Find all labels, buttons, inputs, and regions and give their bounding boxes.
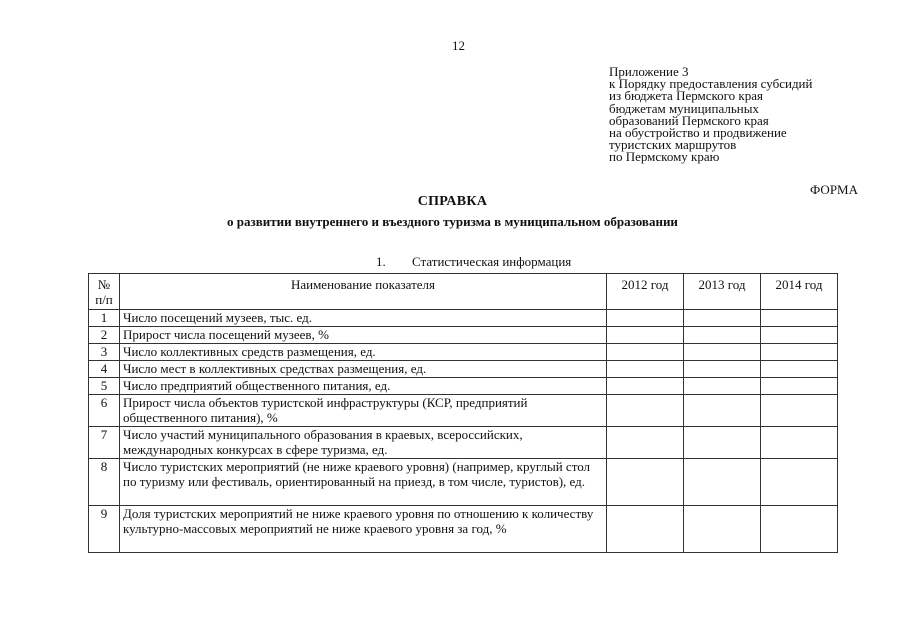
value-cell[interactable]: [761, 459, 838, 506]
value-cell[interactable]: [607, 344, 684, 361]
header-number-line: №: [97, 277, 111, 292]
value-cell[interactable]: [684, 506, 761, 553]
header-year: 2013 год: [684, 274, 761, 310]
value-cell[interactable]: [684, 378, 761, 395]
document-title: СПРАВКА: [417, 194, 488, 209]
header-number-line: п/п: [95, 292, 113, 307]
appendix-line: туристских маршрутов: [609, 137, 737, 153]
value-cell[interactable]: [761, 344, 838, 361]
section-heading: [376, 254, 571, 270]
table-row: [89, 506, 838, 553]
appendix-line: из бюджета Пермского края: [609, 88, 764, 104]
value-cell[interactable]: [684, 395, 761, 427]
table-row: [89, 310, 838, 327]
row-indicator-name: Число мест в коллективных средствах размещения, ед.: [120, 361, 607, 378]
statistics-table: [88, 273, 838, 553]
header-year: 2012 год: [607, 274, 684, 310]
value-cell[interactable]: [607, 427, 684, 459]
appendix-line: по Пермскому краю: [609, 149, 720, 165]
value-cell[interactable]: [761, 361, 838, 378]
row-indicator-name: Число коллективных средств размещения, ед.: [120, 344, 607, 361]
row-number: 8: [89, 459, 120, 506]
row-indicator-name: Прирост числа посещений музеев, %: [120, 327, 607, 344]
table-row: [89, 427, 838, 459]
appendix-block: [609, 66, 812, 164]
value-cell[interactable]: [761, 327, 838, 344]
table-row: [89, 361, 838, 378]
value-cell[interactable]: [607, 395, 684, 427]
table-row: [89, 327, 838, 344]
value-cell[interactable]: [607, 310, 684, 327]
value-cell[interactable]: [684, 310, 761, 327]
row-number: 7: [89, 427, 120, 459]
value-cell[interactable]: [684, 427, 761, 459]
value-cell[interactable]: [607, 327, 684, 344]
value-cell[interactable]: [684, 459, 761, 506]
value-cell[interactable]: [761, 310, 838, 327]
section-number: 1.: [376, 254, 386, 269]
value-cell[interactable]: [761, 378, 838, 395]
row-number: 6: [89, 395, 120, 427]
row-indicator-name: Число предприятий общественного питания, ед.: [120, 378, 607, 395]
document-subtitle: о развитии внутреннего и въездного туризма в муниципальном образовании: [227, 214, 678, 229]
form-label: ФОРМА: [810, 182, 858, 197]
header-indicator-name: Наименование показателя: [120, 274, 607, 310]
row-indicator-name: Число туристских мероприятий (не ниже краевого уровня) (например, круглый стол по туризму или фестиваль, ориентированный на приезд, в том числе, туристов), ед.: [120, 459, 607, 506]
row-number: 4: [89, 361, 120, 378]
row-number: 2: [89, 327, 120, 344]
row-indicator-name: Число посещений музеев, тыс. ед.: [120, 310, 607, 327]
value-cell[interactable]: [607, 378, 684, 395]
table-row: [89, 395, 838, 427]
row-number: 3: [89, 344, 120, 361]
value-cell[interactable]: [761, 506, 838, 553]
header-number: [89, 274, 120, 310]
appendix-line: на обустройство и продвижение: [609, 125, 787, 141]
row-indicator-name: Доля туристских мероприятий не ниже краевого уровня по отношению к количеству культурно-массовых мероприятий не ниже краевого уровня за год, %: [120, 506, 607, 553]
table-row: [89, 378, 838, 395]
header-year: 2014 год: [761, 274, 838, 310]
value-cell[interactable]: [684, 327, 761, 344]
row-number: 9: [89, 506, 120, 553]
appendix-line: Приложение 3: [609, 64, 689, 79]
table-row: [89, 459, 838, 506]
value-cell[interactable]: [607, 361, 684, 378]
row-indicator-name: Прирост числа объектов туристской инфраструктуры (КСР, предприятий общественного питания), %: [120, 395, 607, 427]
table-header-row: [89, 274, 838, 310]
value-cell[interactable]: [684, 361, 761, 378]
page-number: 12: [452, 38, 465, 53]
row-indicator-name: Число участий муниципального образования в краевых, всероссийских, международных конкурсах в сфере туризма, ед.: [120, 427, 607, 459]
appendix-line: образований Пермского края: [609, 112, 769, 128]
value-cell[interactable]: [607, 459, 684, 506]
appendix-line: бюджетам муниципальных: [609, 100, 759, 116]
value-cell[interactable]: [761, 427, 838, 459]
appendix-line: к Порядку предоставления субсидий: [609, 76, 813, 92]
value-cell[interactable]: [684, 344, 761, 361]
row-number: 5: [89, 378, 120, 395]
value-cell[interactable]: [607, 506, 684, 553]
value-cell[interactable]: [761, 395, 838, 427]
section-title: Статистическая информация: [412, 254, 572, 269]
row-number: 1: [89, 310, 120, 327]
table-row: [89, 344, 838, 361]
